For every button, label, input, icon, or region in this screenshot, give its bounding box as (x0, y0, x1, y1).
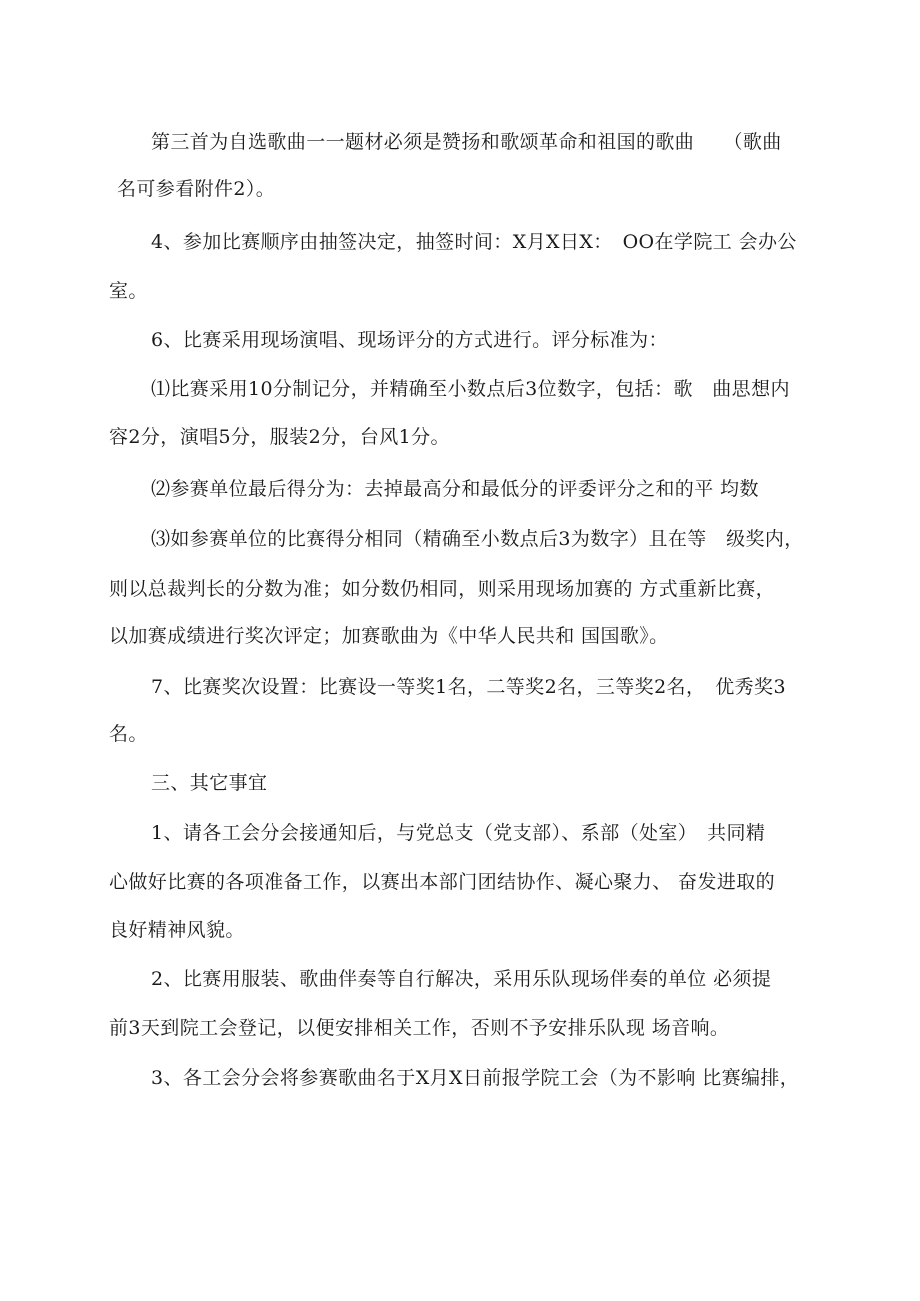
paragraph-line: 以加赛成绩进行奖次评定；加赛歌曲为《中华人民共和 国国歌》。 (109, 625, 669, 647)
paragraph-line: 名可参看附件2）。 (117, 178, 276, 200)
paragraph-line: 3、各工会分会将参赛歌曲名于X月X日前报学院工会（为不影响 比赛编排， (151, 1067, 800, 1089)
paragraph-line: 前3天到院工会登记，以便安排相关工作，否则不予安排乐队现 场音响。 (109, 1017, 730, 1039)
paragraph-line: ⑶如参赛单位的比赛得分相同（精确至小数点后3为数字）且在等 级奖内， (151, 528, 804, 550)
paragraph-line: ⑵参赛单位最后得分为：去掉最高分和最低分的评委评分之和的平 均数 (151, 478, 759, 500)
paragraph-line: 2、比赛用服装、歌曲伴奏等自行解决，采用乐队现场伴奏的单位 必须提 (151, 968, 772, 990)
paragraph-line: 1、请各工会分会接通知后，与党总支（党支部）、系部（处室） 共同精 (151, 822, 766, 844)
paragraph-line: 心做好比赛的各项准备工作，以赛出本部门团结协作、凝心聚力、 奋发进取的 (109, 871, 776, 893)
paragraph-line: 则以总裁判长的分数为准；如分数仍相同，则采用现场加赛的 方式重新比赛， (109, 578, 776, 600)
paragraph-line: 室。 (109, 280, 148, 302)
paragraph-line: ⑴比赛采用10分制记分，并精确至小数点后3位数字，包括：歌 曲思想内 (151, 378, 790, 400)
section-heading: 三、其它事宜 (151, 772, 268, 794)
paragraph-line: 7、比赛奖次设置：比赛设一等奖1名，二等奖2名，三等奖2名， 优秀奖3 (151, 676, 786, 698)
paragraph-line: 良好精神风貌。 (109, 919, 245, 941)
paragraph-line: 6、比赛采用现场演唱、现场评分的方式进行。评分标准为： (151, 329, 668, 351)
paragraph-line: 名。 (109, 723, 148, 745)
paragraph-line: 第三首为自选歌曲一一题材必须是赞扬和歌颂革命和祖国的歌曲 （歌曲 (151, 131, 782, 153)
paragraph-line: 4、参加比赛顺序由抽签决定，抽签时间：X月X日X： OO在学院工 会办公 (151, 231, 797, 253)
paragraph-line: 容2分，演唱5分，服装2分，台风1分。 (109, 426, 450, 448)
